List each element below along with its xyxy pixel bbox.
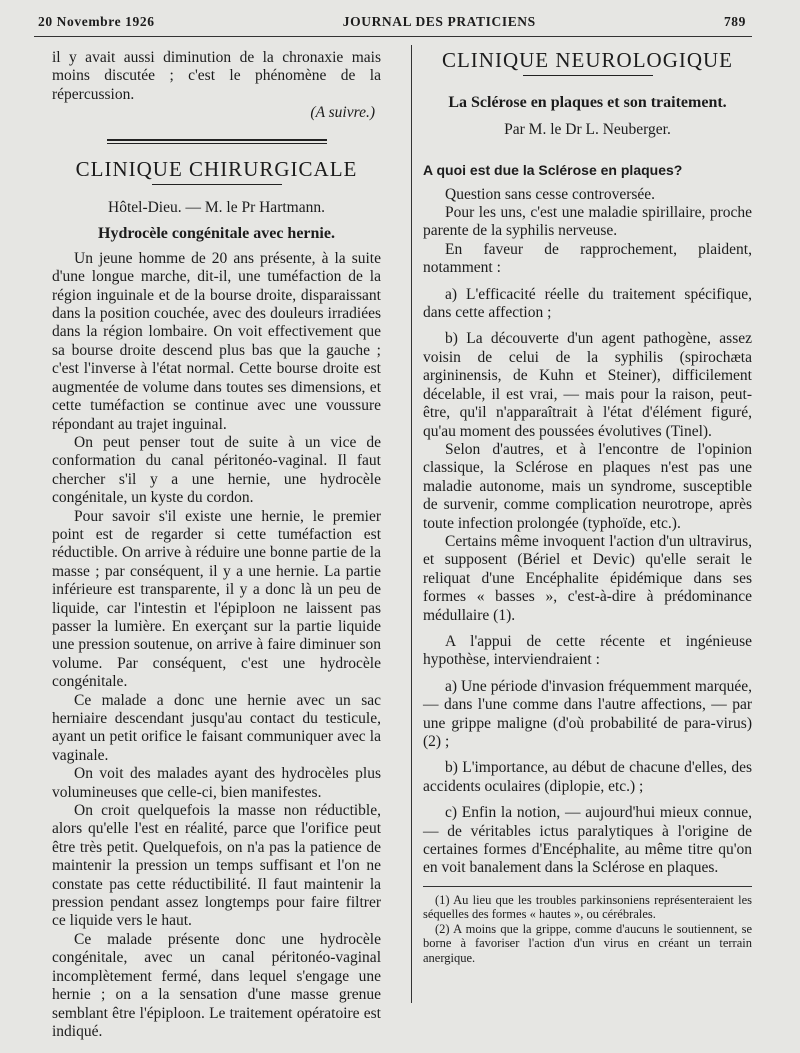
spacer (423, 322, 752, 330)
paragraph: Selon d'autres, et à l'encontre de l'opinion classique, la Sclérose en plaques n'est pas une maladie autonome, mais un syndrome, susceptible de survenir, comme complication neurotrope, après toute infection prolongée (typhoïde, etc.). (423, 440, 752, 532)
continued-text: il y avait aussi diminution de la chronaxie mais moins discutée ; c'est le phénomène de la répercussion. (52, 49, 381, 103)
paragraph: Ce malade a donc une hernie avec un sac herniaire descendant jusqu'au contact du testicule, ayant un petit orifice le faisant communiquer avec la vaginale. (52, 691, 381, 764)
article-byline: Par M. le Dr L. Neuberger. (504, 120, 671, 138)
article-title: La Sclérose en plaques et son traitement. (448, 94, 727, 112)
issue-date: 20 Novembre 1926 (38, 14, 155, 29)
paragraph: b) La découverte d'un agent pathogène, assez voisin de celui de la syphilis (spirochæta argininensis, de Kuhn et Steiner), difficilement décelable, il est vrai, — mais pour la raison, peut-être, qu'il n'apparaîtrait à l'état d'élément figuré, qu'au moment des poussées évolutives (Tinel). (423, 330, 752, 440)
lecture-byline: Hôtel-Dieu. — M. le Pr Hartmann. (108, 199, 325, 217)
section-title-chirurgicale: CLINIQUE CHIRURGICALE (75, 156, 358, 181)
spacer (423, 278, 752, 286)
paragraph: Pour les uns, c'est une maladie spirillaire, proche parente de la syphilis nerveuse. (423, 204, 752, 240)
paragraph: On voit des malades ayant des hydrocèles plus volumineuses que celle-ci, bien manifestes. (52, 765, 381, 801)
paragraph: Question sans cesse controversée. (445, 185, 656, 203)
paragraph: c) Enfin la notion, — aujourd'hui mieux connue, — de véritables ictus paralytiques à l'origine de certaines formes d'Encéphalite, au même titre qu'on en voit banalement dans la Sclérose en plaques. (423, 804, 752, 877)
paragraph: A l'appui de cette récente et ingénieuse hypothèse, interviendraient : (423, 632, 752, 669)
paragraph: a) L'efficacité réelle du traitement spécifique, dans cette affection ; (423, 285, 752, 322)
right-column (423, 49, 752, 1041)
journal-title: JOURNAL DES PRATICIENS (342, 14, 536, 29)
paragraph: On peut penser tout de suite à un vice de conformation du canal péritonéo-vaginal. Il faut chercher s'il y a une hernie, une hydrocèle congénitale, un kyste du cordon. (52, 433, 381, 507)
case-title: Hydrocèle congénitale avec hernie. (98, 225, 335, 243)
title-underline (523, 75, 653, 76)
paragraph: Pour savoir s'il existe une hernie, le premier point est de regarder si cette tuméfaction est réductible. On arrive à réduire une bonne partie de la masse ; par conséquent, il y a une hernie. La partie inférieure est transparente, il y a donc là un peu de liquide, car l'intestin et l'épiploon ne laissent pas passer la lumière. En exerçant sur la partie liquide une pression soutenue, on arrive à faire diminuer son volume. Par conséquent, c'est une hydrocèle congénitale. (52, 507, 381, 691)
spacer (423, 670, 752, 678)
paragraph: Un jeune homme de 20 ans présente, à la suite d'une longue marche, dit-il, une tuméfaction de la région inguinale et de la bourse droite, disparaissant dans la position couchée, avec des douleurs irradiées dans la région lombaire. On voit effectivement que sa bourse droite descend plus bas que la gauche ; c'est l'inverse à l'état normal. Cette bourse droite est augmentée de volume dans toutes ses dimensions, et cette tuméfaction se continue avec une voussure répondant au trajet inguinal. (52, 249, 381, 433)
spacer (423, 751, 752, 759)
running-head (34, 14, 752, 37)
spacer (423, 796, 752, 804)
spacer (423, 625, 752, 633)
section-separator (107, 139, 327, 144)
paragraph: En faveur de rapprochement, plaident, notamment : (423, 240, 752, 277)
paragraph: Certains même invoquent l'action d'un ultravirus, et supposent (Bériel et Devic) qu'elle serait le reliquat d'une Encéphalite épidémique dans ses formes « basses », c'est-à-dire à prédominance médullaire (1). (423, 532, 752, 624)
paragraph: b) L'importance, au début de chacune d'elles, des accidents oculaires (diplopie, etc.) ; (423, 759, 752, 795)
section-title-neurologique: CLINIQUE NEUROLOGIQUE (441, 48, 734, 72)
to-be-continued: (A suivre.) (310, 104, 375, 122)
paragraph: a) Une période d'invasion fréquemment marquée, — dans l'une comme dans l'autre affections, — par une grippe maligne (d'où probabilité de para-virus) (2) ; (423, 677, 752, 750)
footnote: (1) Au lieu que les troubles parkinsoniens représenteraient les séquelles des formes « hautes », ou cérébrales. (423, 892, 752, 922)
footnote: (2) A moins que la grippe, comme d'aucuns le soutiennent, se borne à favoriser l'action d'un virus en créant un terrain anergique. (423, 921, 752, 965)
question-heading: A quoi est due la Sclérose en plaques? (423, 162, 683, 179)
column-divider (411, 45, 412, 1003)
columns (34, 49, 752, 1041)
page-number: 789 (723, 14, 746, 29)
left-column (52, 49, 381, 1041)
paragraph: Ce malade présente donc une hydrocèle congénitale, avec un canal péritonéo-vaginal incomplètement fermé, dans lequel s'engage une hernie ; on a la sensation d'une masse grenue semblant être l'épiploon. Le traitement opératoire est indiqué. (52, 930, 381, 1040)
title-underline (152, 184, 282, 185)
footnotes (423, 886, 752, 966)
paragraph: On croit quelquefois la masse non réductible, alors qu'elle l'est en réalité, parce que l'orifice peut être très petit. Quelquefois, on n'a pas la patience de maintenir la pression un temps suffisant et l'on ne constate pas cette réductibilité. Il faut maintenir la pression pendant assez longtemps pour faire filtrer ce liquide vers le haut. (52, 802, 381, 930)
